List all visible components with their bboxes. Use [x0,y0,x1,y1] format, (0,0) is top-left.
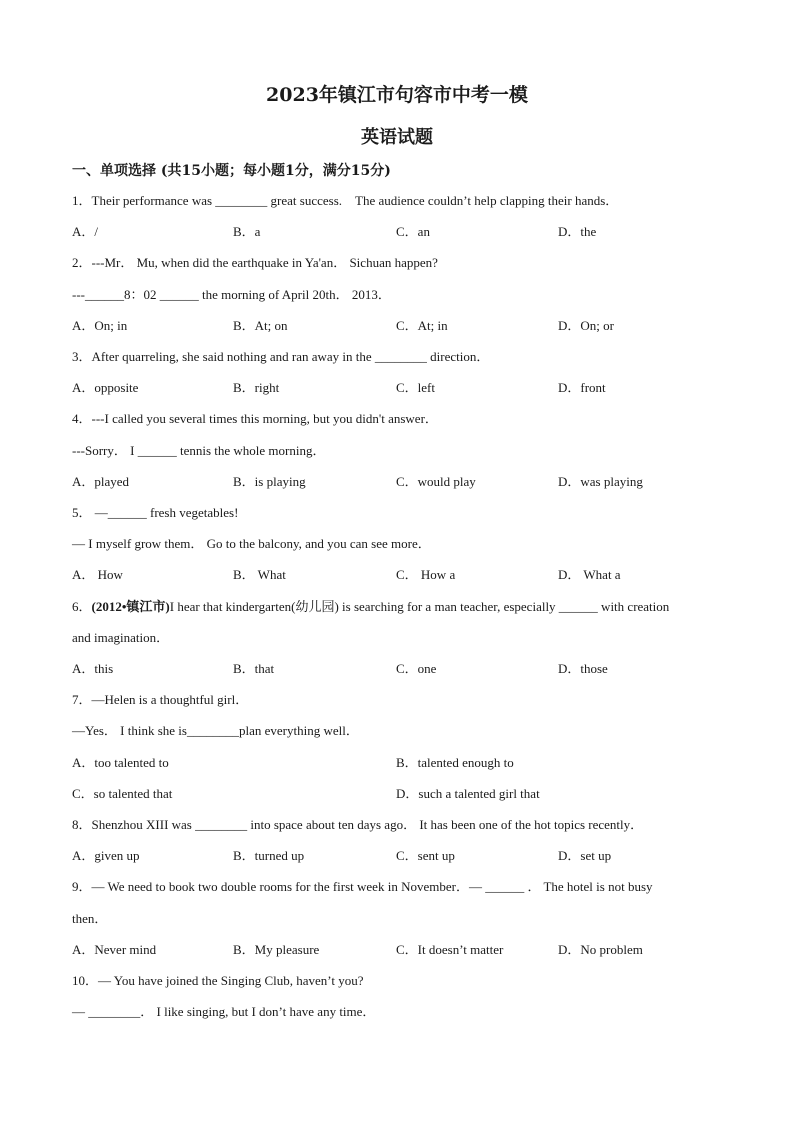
q1-option-c: C．an [396,224,430,239]
q2-option-d: D．On; or [558,318,614,333]
q8-option-a: A．given up [72,848,140,863]
q1-option-d: D．the [558,224,597,239]
exam-subtitle: 英语试题 [361,127,433,148]
q8-option-c: C．sent up [396,848,455,863]
q6-option-c: C．one [396,661,437,676]
q3-option-b: B．right [233,380,280,395]
q3-option-d: D．front [558,380,606,395]
question-2-text-line2: ---______8：02 ______ the morning of April 20th． 2013． [72,287,391,302]
question-2-text: 2．---Mr． Mu, when did the earthquake in Ya'an． Sichuan happen? [72,255,438,270]
q1-option-b: B．a [233,224,261,239]
q5-option-a: A． How [72,567,123,582]
q9-option-c: C．It doesn’t matter [396,942,504,957]
q9-option-b: B．My pleasure [233,942,320,957]
question-5-text: 5． —______ fresh vegetables! [72,505,239,520]
q4-option-d: D．was playing [558,474,643,489]
question-4-text: 4．---I called you several times this morning, but you didn't answer． [72,411,438,426]
q6-option-a: A．this [72,661,114,676]
q8-option-d: D．set up [558,848,612,863]
question-7-text: 7．—Helen is a thoughtful girl． [72,692,249,707]
question-10-text-line2: — ________． I like singing, but I don’t have any time． [72,1004,376,1019]
question-3-text: 3．After quarreling, she said nothing and ran away in the ________ direction． [72,349,490,364]
q7-option-c: C．so talented that [72,786,173,801]
question-9-text-line2: then． [72,911,108,926]
question-6-text [72,598,732,616]
question-4-text-line2: ---Sorry． I ______ tennis the whole morning． [72,443,326,458]
question-7-text-line2: —Yes． I think she is________plan everything well． [72,723,359,738]
q7-option-d: D．such a talented girl that [396,786,540,801]
q2-option-b: B．At; on [233,318,288,333]
q2-option-a: A．On; in [72,318,128,333]
q4-option-a: A．played [72,474,130,489]
question-6-source: (2012•镇江市) [91,599,170,614]
question-1-text: 1．Their performance was ________ great success. The audience couldn’t help clapping their hands． [72,193,619,208]
question-10-text: 10．— You have joined the Singing Club, haven’t you? [72,973,364,988]
q9-option-a: A．Never mind [72,942,157,957]
q3-option-c: C．left [396,380,435,395]
q4-option-b: B．is playing [233,474,306,489]
q3-option-a: A．opposite [72,380,139,395]
question-6-body: I hear that kindergarten(幼儿园) is searching for a man teacher, especially ______ with creation [169,599,670,614]
section-heading: 一、单项选择 (共15小题；每小题1分，满分15分) [72,163,391,179]
q5-option-c: C． How a [396,567,456,582]
exam-title: 2023年镇江市句容市中考一模 [266,84,528,106]
q6-option-b: B．that [233,661,275,676]
q1-option-a: A．/ [72,224,99,239]
q2-option-c: C．At; in [396,318,448,333]
q9-option-d: D．No problem [558,942,643,957]
question-6-number: 6． [72,599,92,614]
question-9-text: 9．— We need to book two double rooms for the first week in November．— ______ ． The hotel is not busy [72,879,653,894]
q4-option-c: C．would play [396,474,476,489]
question-5-text-line2: — I myself grow them． Go to the balcony, and you can see more． [72,536,431,551]
q8-option-b: B．turned up [233,848,305,863]
question-8-text: 8．Shenzhou XIII was ________ into space about ten days ago． It has been one of the hot topics recently． [72,817,644,832]
q5-option-b: B． What [233,567,286,582]
q7-option-a: A．too talented to [72,755,169,770]
q5-option-d: D． What a [558,567,621,582]
q7-option-b: B．talented enough to [396,755,514,770]
question-6-text-line2: and imagination． [72,630,170,645]
q6-option-d: D．those [558,661,608,676]
